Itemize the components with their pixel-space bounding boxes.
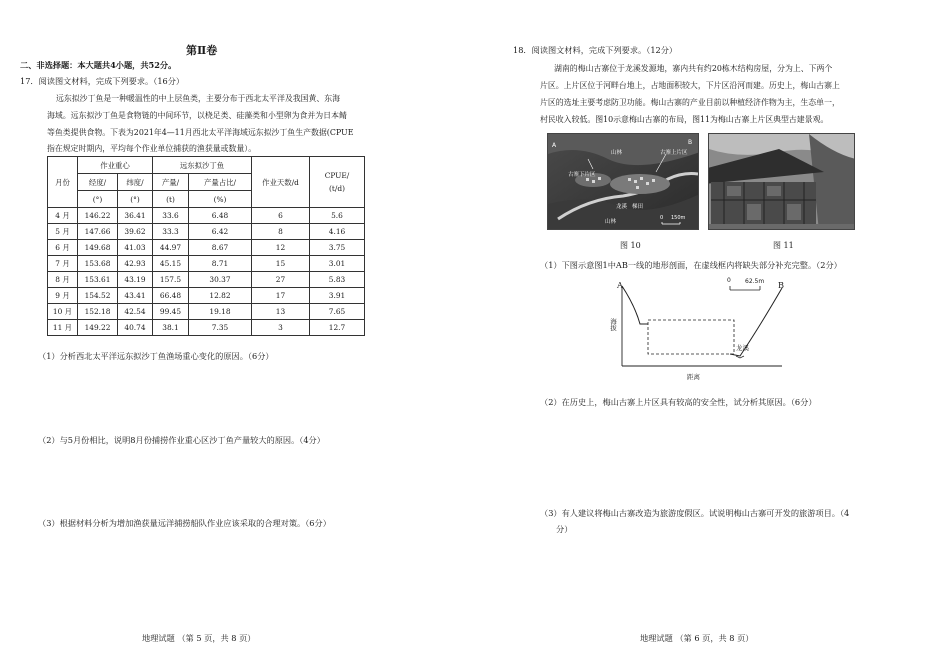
cell-cpue: 3.91 — [310, 288, 365, 304]
cell-cpue: 4.16 — [310, 224, 365, 240]
cell-latitude: 39.62 — [118, 224, 153, 240]
profile-xlabel: 距离 — [687, 373, 700, 381]
cell-cpue: 5.83 — [310, 272, 365, 288]
header-center: 作业重心 — [78, 157, 153, 174]
q18-sub3-line2: 分） — [556, 524, 573, 534]
cell-month: 5 月 — [48, 224, 78, 240]
map-label-upper-area: 古寨上片区 — [660, 150, 688, 156]
cell-latitude: 43.19 — [118, 272, 153, 288]
cell-yield: 66.48 — [153, 288, 189, 304]
cell-month: 8 月 — [48, 272, 78, 288]
cell-days: 12 — [252, 240, 310, 256]
header-sardine: 远东拟沙丁鱼 — [153, 157, 252, 174]
cell-month: 7 月 — [48, 256, 78, 272]
header-days: 作业天数/d — [252, 157, 310, 208]
cell-days: 13 — [252, 304, 310, 320]
table-row — [48, 224, 365, 240]
q17-material-line-2: 海域。远东拟沙丁鱼是食物链的中间环节，以桡足类、硅藻类和小型卵为食并为日本鲭 — [47, 111, 347, 120]
table-row — [48, 208, 365, 224]
left-footer: 地理试题 （第 5 页，共 8 页） — [142, 633, 256, 643]
fig10-aerial-map — [547, 133, 699, 230]
cell-month: 11 月 — [48, 320, 78, 336]
volume-title: 第Ⅱ卷 — [186, 44, 218, 57]
cell-cpue: 5.6 — [310, 208, 365, 224]
header-lon: 经度/ — [78, 174, 118, 191]
header-cpue-line-1: CPUE/ — [324, 171, 350, 180]
profile-line-left — [622, 286, 648, 324]
q18-sub1: （1）下图示意图1中AB一线的地形剖面，在虚线框内将缺失部分补充完整。（2分） — [540, 260, 842, 270]
cell-days: 6 — [252, 208, 310, 224]
fig11-caption: 图 11 — [773, 241, 794, 250]
map-label-forest-bottom: 山林 — [605, 219, 617, 225]
cell-days: 3 — [252, 320, 310, 336]
header-yield-unit: (t) — [153, 191, 189, 208]
q17-sub3: （3）根据材料分析为增加渔获量远洋捕捞船队作业应该采取的合理对策。（6分） — [38, 518, 331, 528]
table-row — [48, 256, 365, 272]
map-label-point-a: A — [552, 142, 557, 149]
cell-cpue: 7.65 — [310, 304, 365, 320]
q17-material-line-3: 等鱼类提供食物。下表为2021年4—11月西北太平洋海域远东拟沙丁鱼生产数据(CPUE — [47, 128, 354, 137]
header-lon-unit: (°) — [78, 191, 118, 208]
cell-yield: 33.6 — [153, 208, 189, 224]
cell-cpue: 12.7 — [310, 320, 365, 336]
sardine-production-table — [47, 156, 365, 336]
header-yield: 产量/ — [153, 174, 189, 191]
profile-missing-box — [648, 320, 734, 354]
table-row — [48, 240, 365, 256]
cell-longitude: 154.52 — [78, 288, 118, 304]
fig11-building-photo — [708, 133, 855, 230]
cell-yield: 33.3 — [153, 224, 189, 240]
cell-month: 6 月 — [48, 240, 78, 256]
cell-share: 8.67 — [189, 240, 252, 256]
header-share: 产量占比/ — [189, 174, 252, 191]
cell-latitude: 41.03 — [118, 240, 153, 256]
q17-sub1: （1）分析西北太平洋远东拟沙丁鱼渔场重心变化的原因。（6分） — [38, 351, 274, 361]
q18-prompt: 18．阅读图文材料，完成下列要求。（12分） — [513, 45, 678, 55]
cell-latitude: 42.93 — [118, 256, 153, 272]
section-title: 二、非选择题：本大题共4小题，共52分。 — [20, 60, 177, 70]
cell-share: 6.48 — [189, 208, 252, 224]
table-row — [48, 288, 365, 304]
q18-sub2: （2）在历史上，梅山古寨上片区具有较高的安全性，试分析其原因。（6分） — [540, 397, 817, 407]
cell-days: 8 — [252, 224, 310, 240]
profile-label-b: B — [778, 280, 785, 290]
q17-material-line-1: 远东拟沙丁鱼是一种暖温性的中上层鱼类，主要分布于西北太平洋及我国黄、东海 — [56, 94, 341, 103]
q17-material-line-4: 指在规定时期内，平均每个作业单位捕获的渔获量或数量）。 — [47, 144, 257, 153]
cell-share: 30.37 — [189, 272, 252, 288]
right-footer: 地理试题 （第 6 页，共 8 页） — [640, 633, 754, 643]
q18-material-line-1: 湖南的梅山古寨位于龙溪发源地，寨内共有约20栋木结构房屋，分为上、下两个 — [554, 64, 833, 73]
map-scale-zero: 0 — [660, 215, 664, 221]
header-lat-unit: (°) — [118, 191, 153, 208]
map-label-terrace: 梯田 — [632, 204, 644, 210]
q18-sub3-line1: （3）有人建议将梅山古寨改造为旅游度假区。试说明梅山古寨可开发的旅游项目。（4 — [540, 508, 850, 518]
cell-month: 9 月 — [48, 288, 78, 304]
q18-material-line-3: 片区的选址主要考虑防卫功能。梅山古寨的产业目前以种植经济作物为主，生态单一， — [540, 98, 840, 107]
cell-cpue: 3.01 — [310, 256, 365, 272]
map-label-forest-top: 山林 — [611, 150, 623, 156]
map-scale-length: 150m — [671, 215, 686, 221]
cell-yield: 157.5 — [153, 272, 189, 288]
cell-longitude: 153.61 — [78, 272, 118, 288]
fig11-building-image — [709, 134, 855, 230]
cell-share: 12.82 — [189, 288, 252, 304]
fig10-caption: 图 10 — [620, 241, 641, 250]
cell-share: 7.35 — [189, 320, 252, 336]
cell-share: 6.42 — [189, 224, 252, 240]
map-label-point-b: B — [688, 139, 693, 146]
cell-longitude: 152.18 — [78, 304, 118, 320]
cell-latitude: 43.41 — [118, 288, 153, 304]
cell-days: 17 — [252, 288, 310, 304]
table-row — [48, 272, 365, 288]
cell-month: 4 月 — [48, 208, 78, 224]
cell-share: 19.18 — [189, 304, 252, 320]
cell-yield: 99.45 — [153, 304, 189, 320]
cell-longitude: 149.68 — [78, 240, 118, 256]
table-row — [48, 320, 365, 336]
profile-label-a: A — [617, 280, 623, 290]
header-cpue — [310, 157, 365, 208]
cell-longitude: 147.66 — [78, 224, 118, 240]
table-row — [48, 304, 365, 320]
cell-longitude: 153.68 — [78, 256, 118, 272]
cell-yield: 38.1 — [153, 320, 189, 336]
cell-yield: 44.97 — [153, 240, 189, 256]
profile-scale-length: 62.5m — [745, 278, 765, 285]
cell-share: 8.71 — [189, 256, 252, 272]
header-month: 月份 — [48, 157, 78, 208]
header-lat: 纬度/ — [118, 174, 153, 191]
cell-longitude: 146.22 — [78, 208, 118, 224]
profile-ylabel: 海拔 — [609, 318, 617, 331]
q17-prompt: 17．阅读图文材料，完成下列要求。（16分） — [20, 76, 185, 86]
q17-sub2: （2）与5月份相比，说明8月份捕捞作业重心区沙丁鱼产量较大的原因。（4分） — [38, 435, 325, 445]
cell-month: 10 月 — [48, 304, 78, 320]
q18-material-line-4: 村民收入较低。图10示意梅山古寨的布局，图11为梅山古寨上片区典型古建景观。 — [540, 115, 829, 124]
cell-longitude: 149.22 — [78, 320, 118, 336]
ab-terrain-profile — [600, 276, 800, 386]
profile-stream-label: 龙溪 — [736, 344, 749, 352]
q18-material-line-2: 片区。上片区位于河畔台地上，占地面积较大，下片区沿河而建。历史上，梅山古寨上 — [540, 81, 840, 90]
map-label-stream: 龙溪 — [616, 204, 628, 210]
profile-scale-zero: 0 — [727, 277, 731, 284]
cell-yield: 45.15 — [153, 256, 189, 272]
cell-days: 27 — [252, 272, 310, 288]
cell-days: 15 — [252, 256, 310, 272]
cell-latitude: 42.54 — [118, 304, 153, 320]
cell-latitude: 40.74 — [118, 320, 153, 336]
header-share-unit: (%) — [189, 191, 252, 208]
cell-latitude: 36.41 — [118, 208, 153, 224]
header-cpue-line-2: (t/d) — [329, 184, 345, 193]
map-label-lower-area: 古寨下片区 — [568, 172, 596, 178]
cell-cpue: 3.75 — [310, 240, 365, 256]
